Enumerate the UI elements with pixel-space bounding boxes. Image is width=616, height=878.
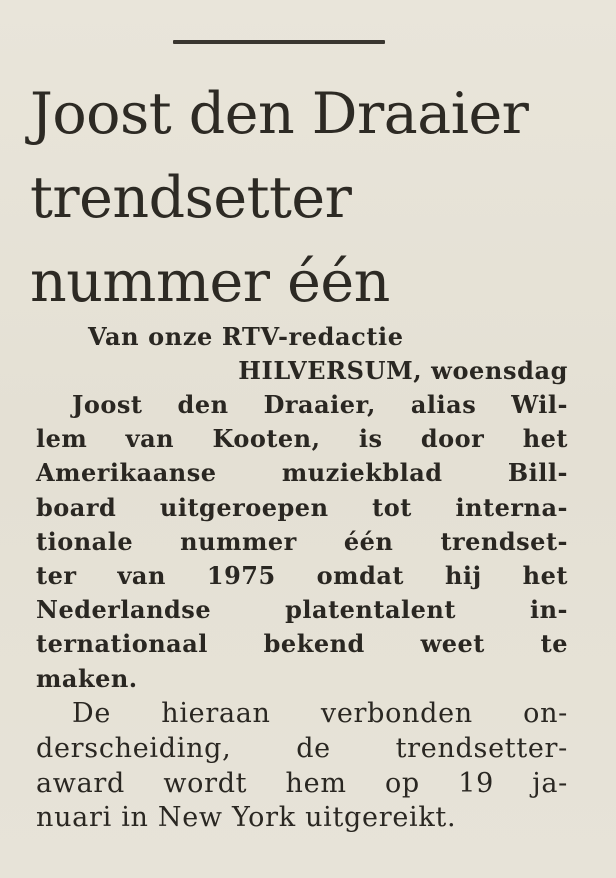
body-line: nuari in New York uitgereikt.: [36, 802, 457, 834]
lead-line: lem van Kooten, is door het: [36, 424, 568, 454]
byline-dateline: HILVERSUM, woensdag: [238, 356, 568, 385]
lead-paragraph: [36, 388, 568, 696]
body-line: derscheiding, de trendsetter-: [36, 732, 568, 764]
lead-line: ternationaal bekend weet te: [36, 629, 568, 659]
headline-line-3: nummer één: [30, 249, 390, 315]
lead-line: Nederlandse platentalent in-: [36, 595, 568, 625]
lead-line: ter van 1975 omdat hij het: [36, 561, 568, 591]
headline: [30, 72, 570, 324]
lead-line: maken.: [36, 663, 138, 693]
body-paragraph: [36, 697, 568, 836]
lead-line: tionale nummer één trendset-: [36, 526, 568, 556]
body-line: award wordt hem op 19 ja-: [36, 767, 568, 799]
byline-source: Van onze RTV-redactie: [88, 322, 404, 351]
headline-line-1: Joost den Draaier: [30, 81, 529, 147]
lead-line: Joost den Draaier, alias Wil-: [72, 390, 568, 419]
top-rule: [173, 40, 385, 44]
headline-line-2: trendsetter: [30, 165, 352, 231]
body-line: De hieraan verbonden on-: [72, 698, 568, 729]
lead-line: board uitgeroepen tot interna-: [36, 492, 568, 522]
lead-line: Amerikaanse muziekblad Bill-: [36, 458, 568, 488]
